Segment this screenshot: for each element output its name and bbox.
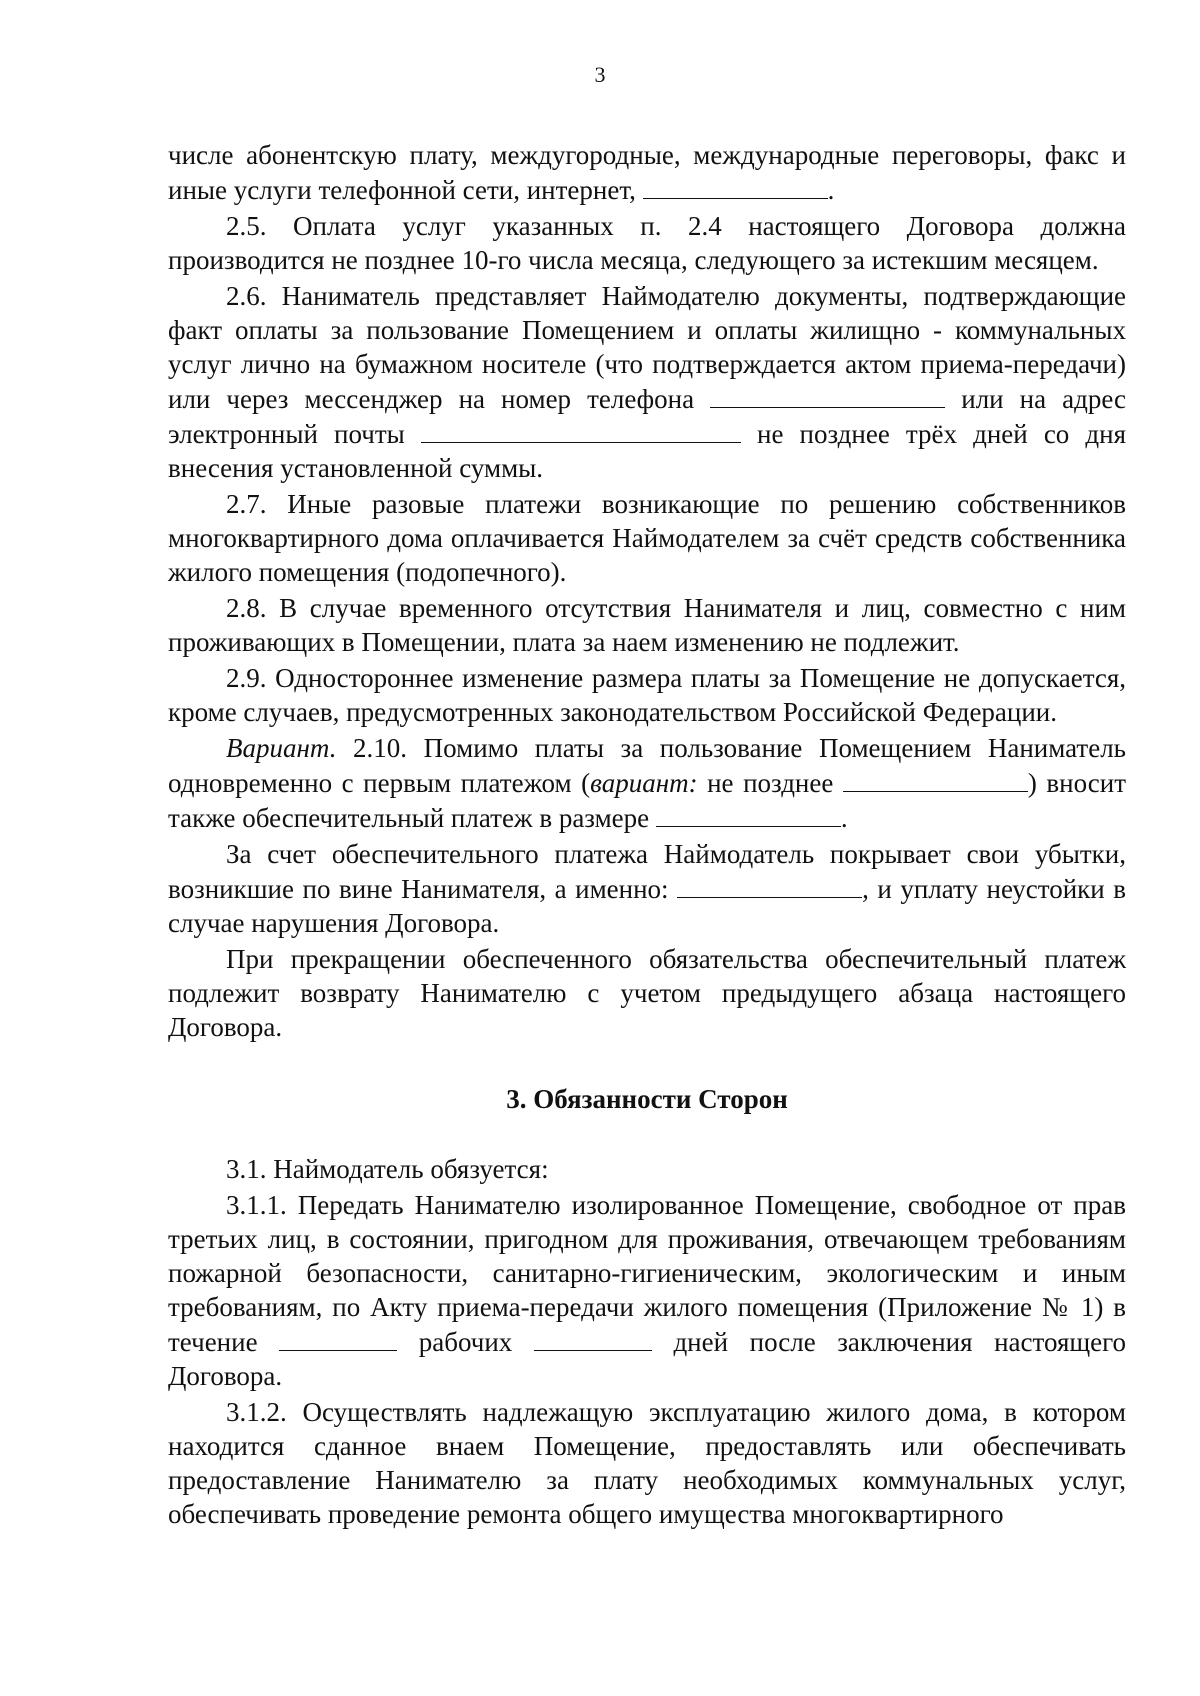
paragraph-3-1-1 (168, 1188, 1126, 1393)
paragraph-text: не позднее (707, 768, 834, 798)
paragraph-2-4-continuation (168, 138, 1126, 207)
paragraph-termination: При прекращении обеспеченного обязательства обеспечительный платеж подлежит возврату Нанимателю с учетом предыдущего абзаца настоящего Договора. (168, 944, 1126, 1042)
paragraph-2-10 (168, 731, 1126, 835)
paragraph-2-9: 2.9. Одностороннее изменение размера платы за Помещение не допускается, кроме случаев, предусмотренных законодательством Российской Федерации. (168, 663, 1126, 727)
deadline-blank[interactable] (843, 765, 1028, 792)
page-number: 3 (594, 62, 606, 87)
paragraph-text: 3.1.1. Передать Нанимателю изолированное Помещение, свободное от прав третьих лиц, в состоянии, пригодном для проживания, отвечающем требованиям пожарной безопасности, санитарно-гигиеническим, экологическим и иным требованиям, по Акту приема-передачи жилого помещения (Приложение № 1) в течение (168, 1190, 1126, 1357)
paragraph-text: За счет обеспечительного платежа Наймодатель покрывает свои убытки, возникшие по вине Нанимателя, а именно: (168, 839, 1126, 904)
fill-in-blank[interactable] (643, 172, 828, 199)
paragraph-end: . (827, 175, 835, 205)
days-blank[interactable] (534, 1324, 652, 1351)
paragraph-2-6 (168, 279, 1126, 485)
paragraph-2-7: 2.7. Иные разовые платежи возникающие по решению собственников многоквартирного дома оплачивается Наймодателем за счёт средств собственника жилого помещения (подопечного). (168, 489, 1126, 587)
working-days-blank[interactable] (279, 1324, 397, 1351)
paragraph-text: не позднее трёх дней со дня внесения установленной суммы. (168, 419, 1126, 483)
variant-label: Вариант. (226, 733, 337, 763)
email-address-blank[interactable] (421, 416, 741, 443)
phone-number-blank[interactable] (710, 381, 945, 408)
deposit-amount-blank[interactable] (656, 800, 841, 827)
variant-label: вариант: (590, 768, 698, 798)
paragraph-end: . (840, 803, 848, 833)
paragraph-text: 2.10. Помимо платы за пользование Помещением Наниматель одновременно с первым платежом ( (168, 733, 1126, 798)
paragraph-3-1: 3.1. Наймодатель обязуется: (226, 1154, 549, 1184)
paragraph-2-5: 2.5. Оплата услуг указанных п. 2.4 настоящего Договора должна производится не позднее 10-го числа месяца, следующего за истекшим месяцем. (168, 211, 1126, 275)
paragraph-text: 2.6. Наниматель представляет Наймодателю документы, подтверждающие факт оплаты за пользование Помещением и оплаты жилищно - коммунальных услуг лично на бумажном носителе (что подтверждается актом приема-передачи) или через мессенджер на номер телефона (168, 281, 1126, 414)
document-body (168, 138, 1126, 1533)
paragraph-text: ) вносит также обеспечительный платеж в размере (168, 768, 1127, 833)
paragraph-text: , и уплату неустойки в случае нарушения Договора. (168, 874, 1126, 938)
section-3-heading: 3. Обязанности Сторон (506, 1084, 788, 1114)
paragraph-security-deposit (168, 837, 1126, 940)
paragraph-text: числе абонентскую плату, междугородные, международные переговоры, факс и иные услуги телефонной сети, интернет, (168, 140, 1126, 205)
paragraph-text: или на адрес электронный почты (168, 384, 1127, 449)
paragraph-text: рабочих (418, 1327, 513, 1357)
paragraph-3-1-2: 3.1.2. Осуществлять надлежащую эксплуатацию жилого дома, в котором находится сданное внаем Помещение, предоставлять или обеспечивать предоставление Нанимателю за плату необходимых коммунальных услуг, обеспечивать проведение ремонта общего имущества многоквартирного (168, 1397, 1126, 1529)
paragraph-2-8: 2.8. В случае временного отсутствия Нанимателя и лиц, совместно с ним проживающих в Помещении, плата за наем изменению не подлежит. (168, 593, 1126, 657)
losses-blank[interactable] (677, 871, 862, 898)
paragraph-text: дней после заключения настоящего Договора. (168, 1327, 1127, 1391)
